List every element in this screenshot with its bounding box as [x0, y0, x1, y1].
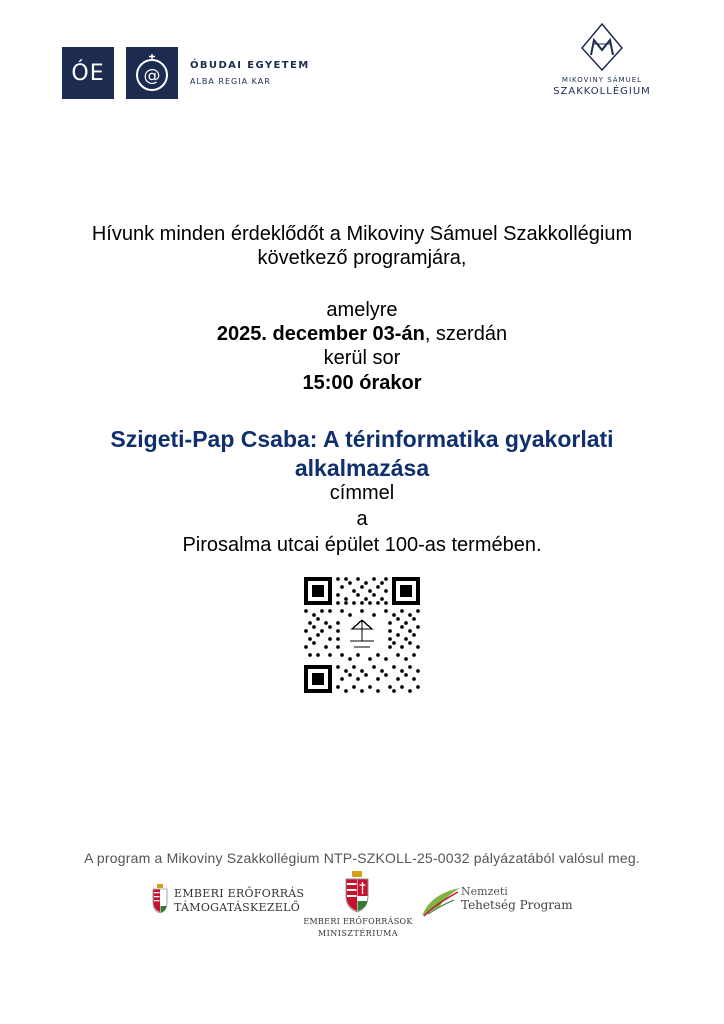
university-name: ÓBUDAI EGYETEM: [190, 60, 310, 71]
event-date-bold: 2025. december 03-án: [216, 323, 425, 345]
invitation-line3: amelyre: [326, 299, 398, 321]
ministry-coat-of-arms-icon: [344, 871, 370, 918]
oe-logo-text: ÓE: [71, 60, 105, 86]
qr-code-icon[interactable]: [304, 577, 420, 693]
sponsor2-line1: EMBERI ERŐFORRÁSOK: [303, 917, 413, 926]
funding-text: A program a Mikoviny Szakkollégium NTP-SZKOLL-25-0032 pályázatából valósul meg.: [84, 850, 640, 866]
sponsor1-line2: TÁMOGATÁSKEZELŐ: [174, 901, 301, 914]
oe-logo-icon: [62, 47, 114, 99]
coat-of-arms-icon: [152, 884, 168, 919]
sponsor3-line1: Nemzeti: [461, 885, 508, 898]
faculty-name: ALBA REGIA KAR: [190, 77, 271, 86]
event-date-day: , szerdán: [424, 323, 508, 345]
invitation-line5: kerül sor: [323, 347, 401, 369]
event-time: 15:00 órakor: [302, 372, 422, 394]
invitation-a: a: [356, 508, 368, 530]
event-title-line1: Szigeti-Pap Csaba: A térinformatika gyakorlati: [110, 426, 614, 452]
event-date: [0, 322, 724, 346]
mikoviny-emblem-icon: [580, 22, 624, 77]
invitation-cimmel: címmel: [329, 482, 395, 504]
invitation-line1: Hívunk minden érdeklődőt a Mikoviny Sámuel Szakkollégium: [91, 223, 633, 245]
college-name-line1: MIKOVINY SÁMUEL: [561, 76, 643, 84]
sponsor1-line1: EMBERI ERŐFORRÁS: [174, 887, 305, 900]
sponsor2-line2: MINISZTÉRIUMA: [317, 929, 399, 938]
svg-text:@: @: [143, 66, 161, 86]
event-title-line2: alkalmazása: [294, 455, 430, 481]
event-location: Pirosalma utcai épület 100-as termében.: [182, 534, 542, 556]
sponsor3-line2: Tehetség Program: [461, 898, 573, 912]
ntp-leaf-icon: [420, 884, 462, 923]
college-name-line2: SZAKKOLLÉGIUM: [553, 86, 651, 97]
invitation-line2: következő programjára,: [257, 247, 467, 269]
at-seal-icon: [126, 47, 178, 99]
